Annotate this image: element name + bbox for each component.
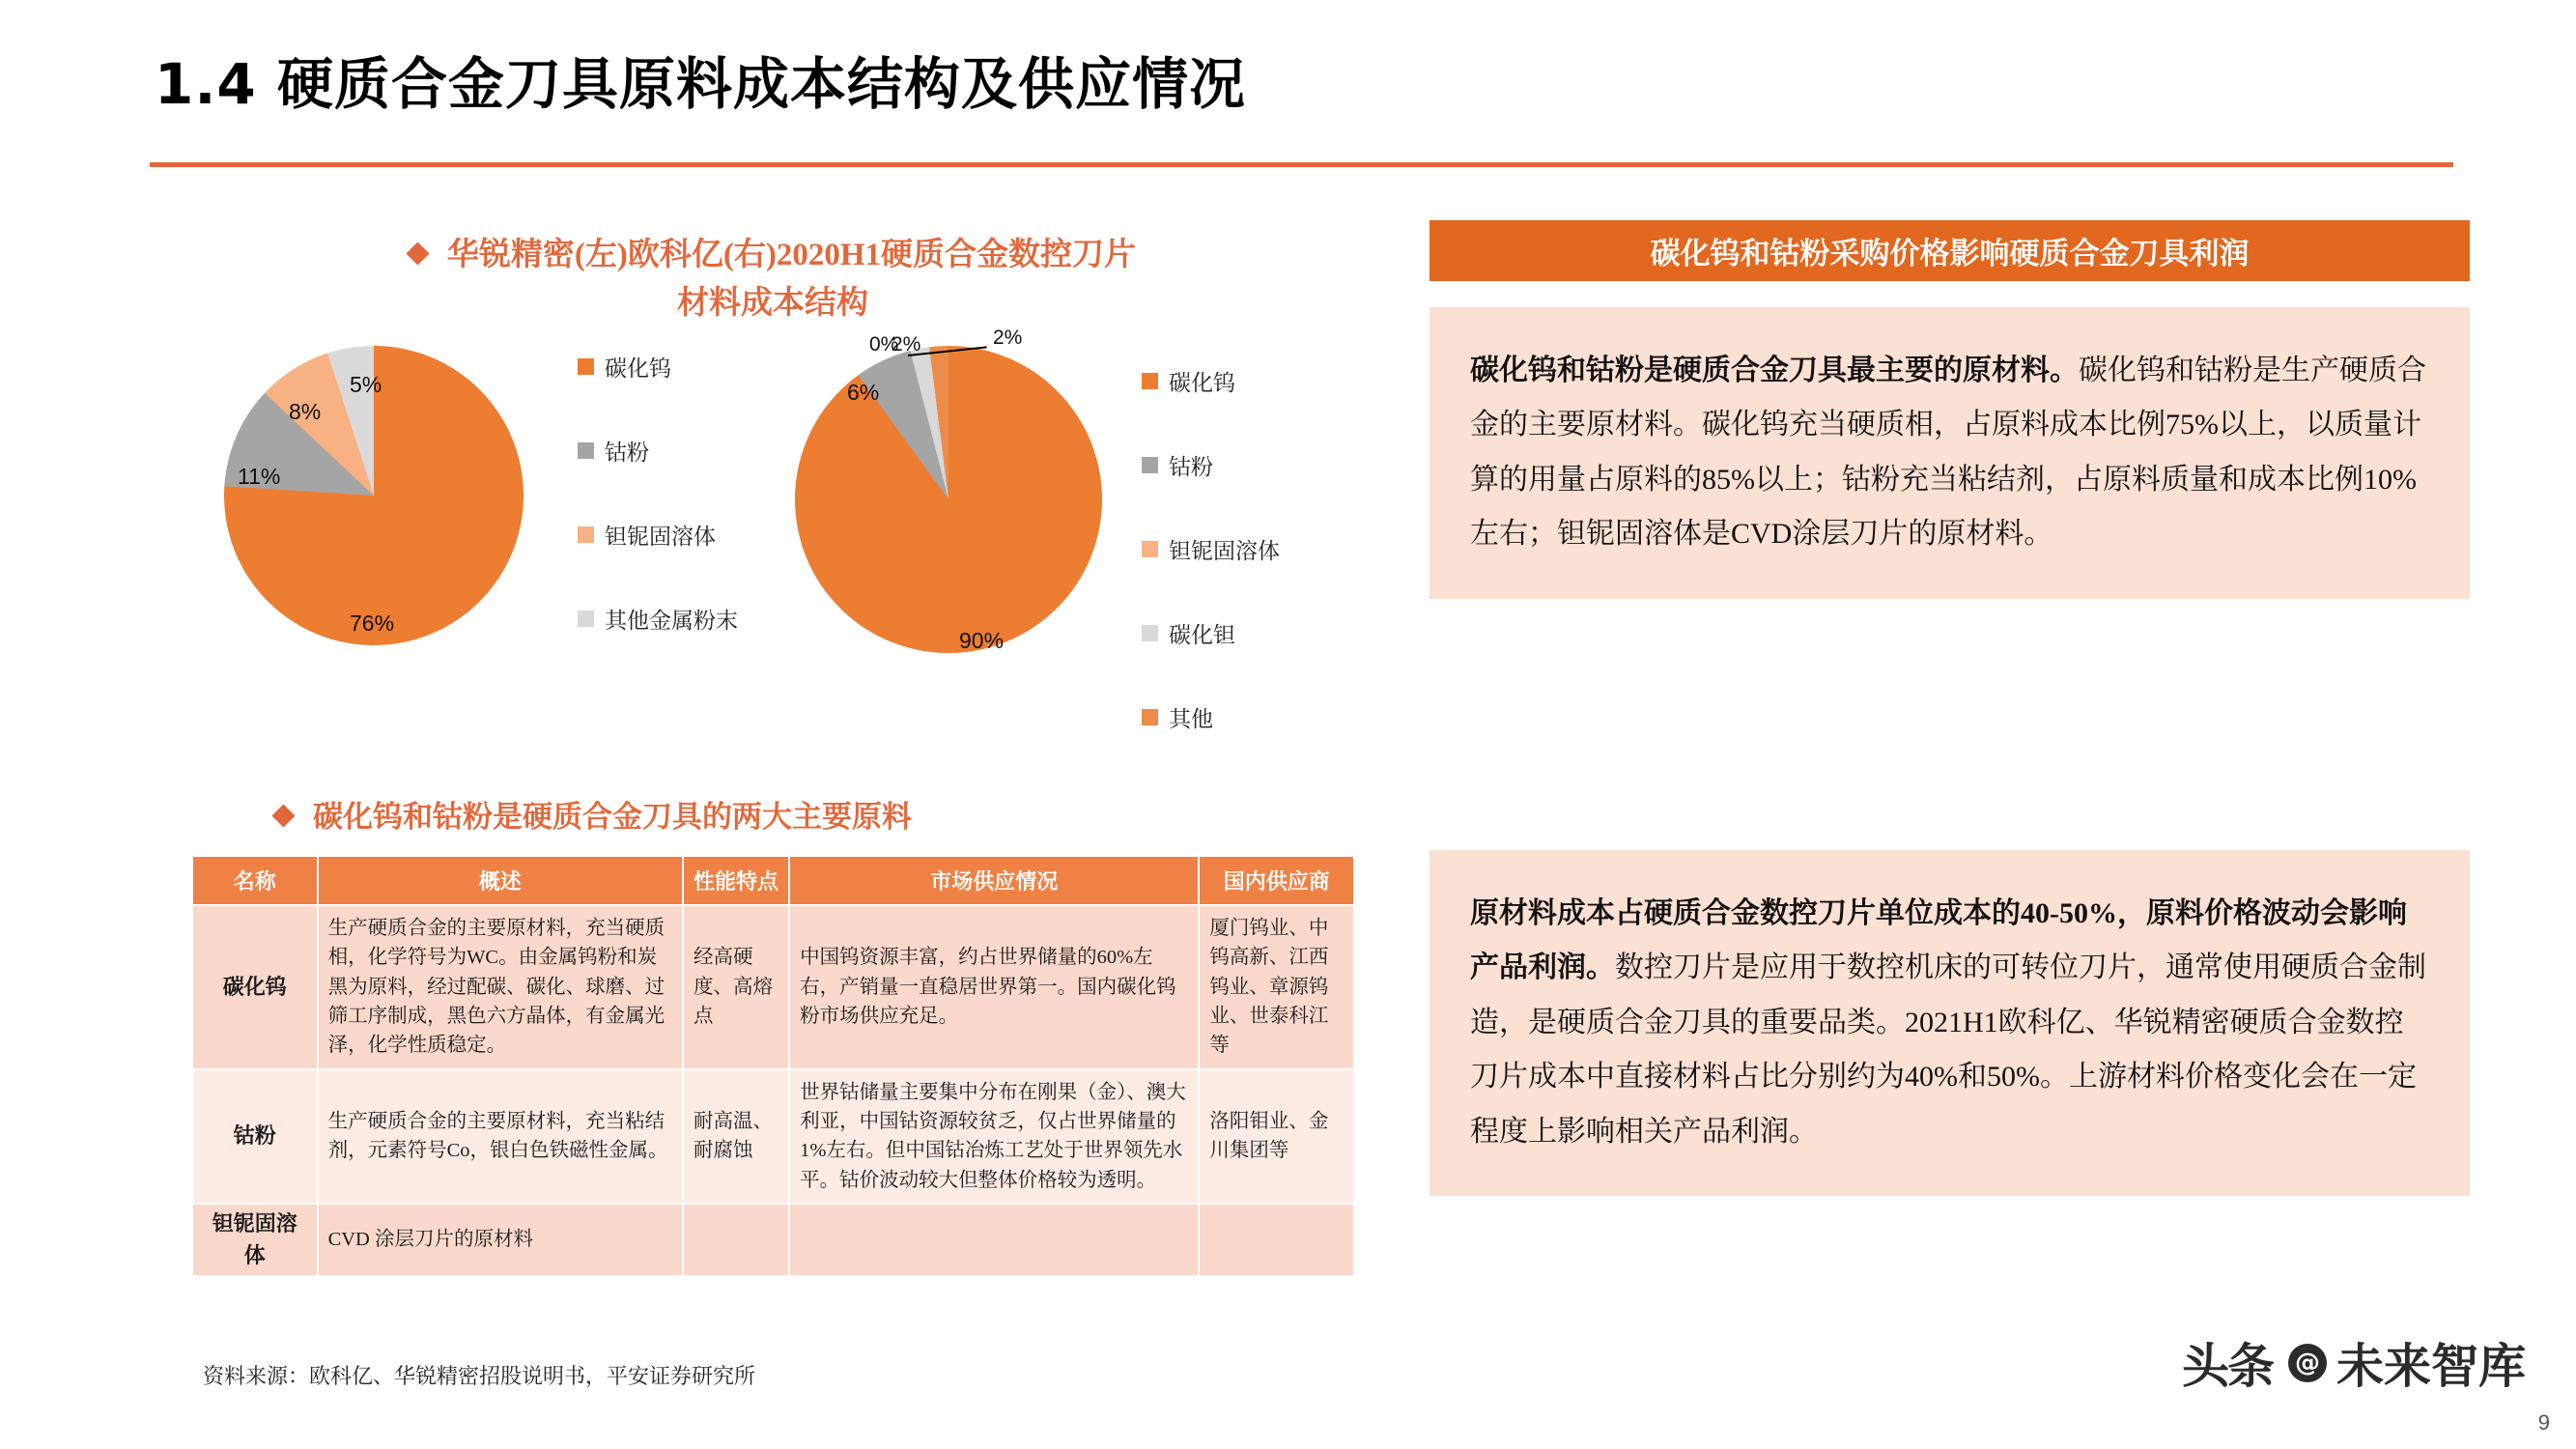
legend-item (1142, 701, 1280, 733)
table-header-row (192, 856, 1354, 905)
table-header-name: 名称 (192, 856, 318, 905)
table-header-suppliers: 国内供应商 (1199, 856, 1354, 905)
pie-left-label-3: 5% (350, 372, 382, 397)
rp-box2-text: 数控刀片是应用于数控机床的可转位刀片，通常使用硬质合金制造，是硬质合金刀具的重要品类。2021H1欧科亿、华锐精密硬质合金数控刀片成本中直接材料占比分别约为40%和50%。上游材料价格变化会在一定程度上影响相关产品利润。 (1470, 952, 2426, 1148)
legend-swatch-icon (578, 358, 594, 375)
legend-label: 碳化钨 (1169, 371, 1235, 395)
cell-suppliers: 洛阳钼业、金川集团等 (1199, 1069, 1354, 1204)
page-number: 9 (2537, 1410, 2550, 1435)
pie-left-label-2: 8% (289, 399, 322, 424)
cell-suppliers: 厦门钨业、中钨高新、江西钨业、章源钨业、世泰科江等 (1199, 905, 1354, 1069)
cell-name: 碳化钨 (192, 905, 318, 1069)
legend-swatch-icon (1142, 709, 1158, 725)
cell-overview: 生产硬质合金的主要原材料，充当粘结剂，元素符号Co，银白色铁磁性金属。 (318, 1069, 683, 1204)
pie-right-label-0: 90% (959, 628, 1005, 653)
pie-right-label-1: 6% (847, 380, 880, 405)
rp-box2-bold: 原材料成本占硬质合金数控刀片单位成本的40-50%，原料价格波动会影响产品利润。 (1470, 897, 2407, 984)
diamond-bullet-icon (406, 242, 429, 265)
cell-supply: 世界钴储量主要集中分布在刚果（金）、澳大利亚，中国钴资源较贫乏，仅占世界储量的1%左右。但中国钴冶炼工艺处于世界领先水平。钴价波动较大但整体价格较为透明。 (789, 1069, 1199, 1204)
cell-supply: 中国钨资源丰富，约占世界储量的60%左右，产销量一直稳居世界第一。国内碳化钨粉市场供应充足。 (789, 905, 1199, 1069)
right-panel-box-1 (1430, 307, 2470, 599)
table-heading-label: 碳化钨和钴粉是硬质合金刀具的两大主要原料 (313, 800, 912, 834)
materials-table (191, 855, 1355, 1277)
rp-box1-text: 碳化钨和钴粉是生产硬质合金的主要原材料。碳化钨充当硬质相，占原料成本比例75%以上，以质量计算的用量占原料的85%以上；钴粉充当粘结剂，占原料质量和成本比例10%左右；钽铌固溶体是CVD涂层刀片的原材料。 (1470, 355, 2426, 551)
legend-label: 其他金属粉末 (605, 609, 738, 633)
legend-label: 钽铌固溶体 (1169, 539, 1280, 563)
table-row (192, 1204, 1354, 1276)
cell-name: 钽铌固溶体 (192, 1204, 318, 1276)
pie-right-slices (795, 346, 1102, 653)
pie-right-legend (1142, 365, 1280, 785)
legend-label: 碳化钽 (1169, 623, 1235, 647)
chart-heading-line2: 材料成本结构 (677, 285, 868, 321)
legend-label: 钴粉 (605, 440, 649, 465)
legend-label: 钴粉 (1169, 455, 1213, 479)
legend-swatch-icon (1142, 541, 1158, 557)
legend-swatch-icon (578, 611, 594, 627)
legend-item (578, 603, 738, 635)
legend-item (1142, 449, 1280, 481)
table-header-supply: 市场供应情况 (789, 856, 1199, 905)
page-title: 1.4 硬质合金刀具原料成本结构及供应情况 (155, 51, 1246, 117)
legend-label: 钽铌固溶体 (605, 525, 716, 549)
legend-swatch-icon (1142, 625, 1158, 641)
table-row (192, 1069, 1354, 1204)
legend-item (578, 519, 738, 551)
pie-left-label-0: 76% (350, 611, 395, 636)
cell-overview: CVD 涂层刀片的原材料 (318, 1204, 683, 1276)
legend-item (578, 351, 738, 383)
source-note: 资料来源：欧科亿、华锐精密招股说明书，平安证券研究所 (203, 1364, 756, 1388)
cell-supply (789, 1204, 1199, 1276)
legend-item (1142, 365, 1280, 397)
right-panel-banner: 碳化钨和钴粉采购价格影响硬质合金刀具利润 (1430, 220, 2470, 281)
watermark-logo: 头条 (2181, 1339, 2273, 1394)
watermark-name: 未来智库 (2335, 1339, 2526, 1394)
legend-swatch-icon (578, 526, 594, 543)
cell-suppliers (1199, 1204, 1354, 1276)
watermark (2182, 1329, 2526, 1397)
pie-left-legend (578, 351, 738, 687)
cell-features: 耐高温、耐腐蚀 (683, 1069, 789, 1204)
legend-swatch-icon (578, 442, 594, 459)
pie-right-label-3: 2% (892, 333, 921, 355)
at-symbol-icon: @ (2288, 1344, 2327, 1382)
legend-item (1142, 617, 1280, 649)
cell-name: 钴粉 (192, 1069, 318, 1204)
right-panel-box-2 (1430, 850, 2470, 1196)
pie-right-label-4: 2% (993, 327, 1023, 349)
legend-item (1142, 533, 1280, 565)
legend-swatch-icon (1142, 457, 1158, 473)
legend-label: 其他 (1169, 707, 1213, 731)
legend-item (578, 435, 738, 467)
legend-swatch-icon (1142, 373, 1158, 389)
title-underline-rule (150, 162, 2453, 167)
legend-label: 碳化钨 (605, 356, 671, 381)
table-header-overview: 概述 (318, 856, 683, 905)
rp-box1-bold: 碳化钨和钴粉是硬质合金刀具最主要的原材料。 (1470, 355, 2079, 386)
table-row (192, 905, 1354, 1069)
table-header-features: 性能特点 (683, 856, 789, 905)
cell-features: 经高硬度、高熔点 (683, 905, 789, 1069)
pie-left-label-1: 11% (238, 464, 281, 489)
cell-overview: 生产硬质合金的主要原材料，充当硬质相，化学符号为WC。由金属钨粉和炭黑为原料，经过配碳、碳化、球磨、过筛工序制成，黑色六方晶体，有金属光泽，化学性质稳定。 (318, 905, 683, 1069)
table-section-heading (275, 792, 912, 836)
diamond-bullet-icon (271, 804, 295, 827)
pie-right-label-2: 0% (869, 333, 899, 355)
cell-features (683, 1204, 789, 1276)
chart-section-heading (227, 232, 1318, 327)
chart-heading-line1: 华锐精密(左)欧科亿(右)2020H1硬质合金数控刀片 (446, 238, 1137, 272)
